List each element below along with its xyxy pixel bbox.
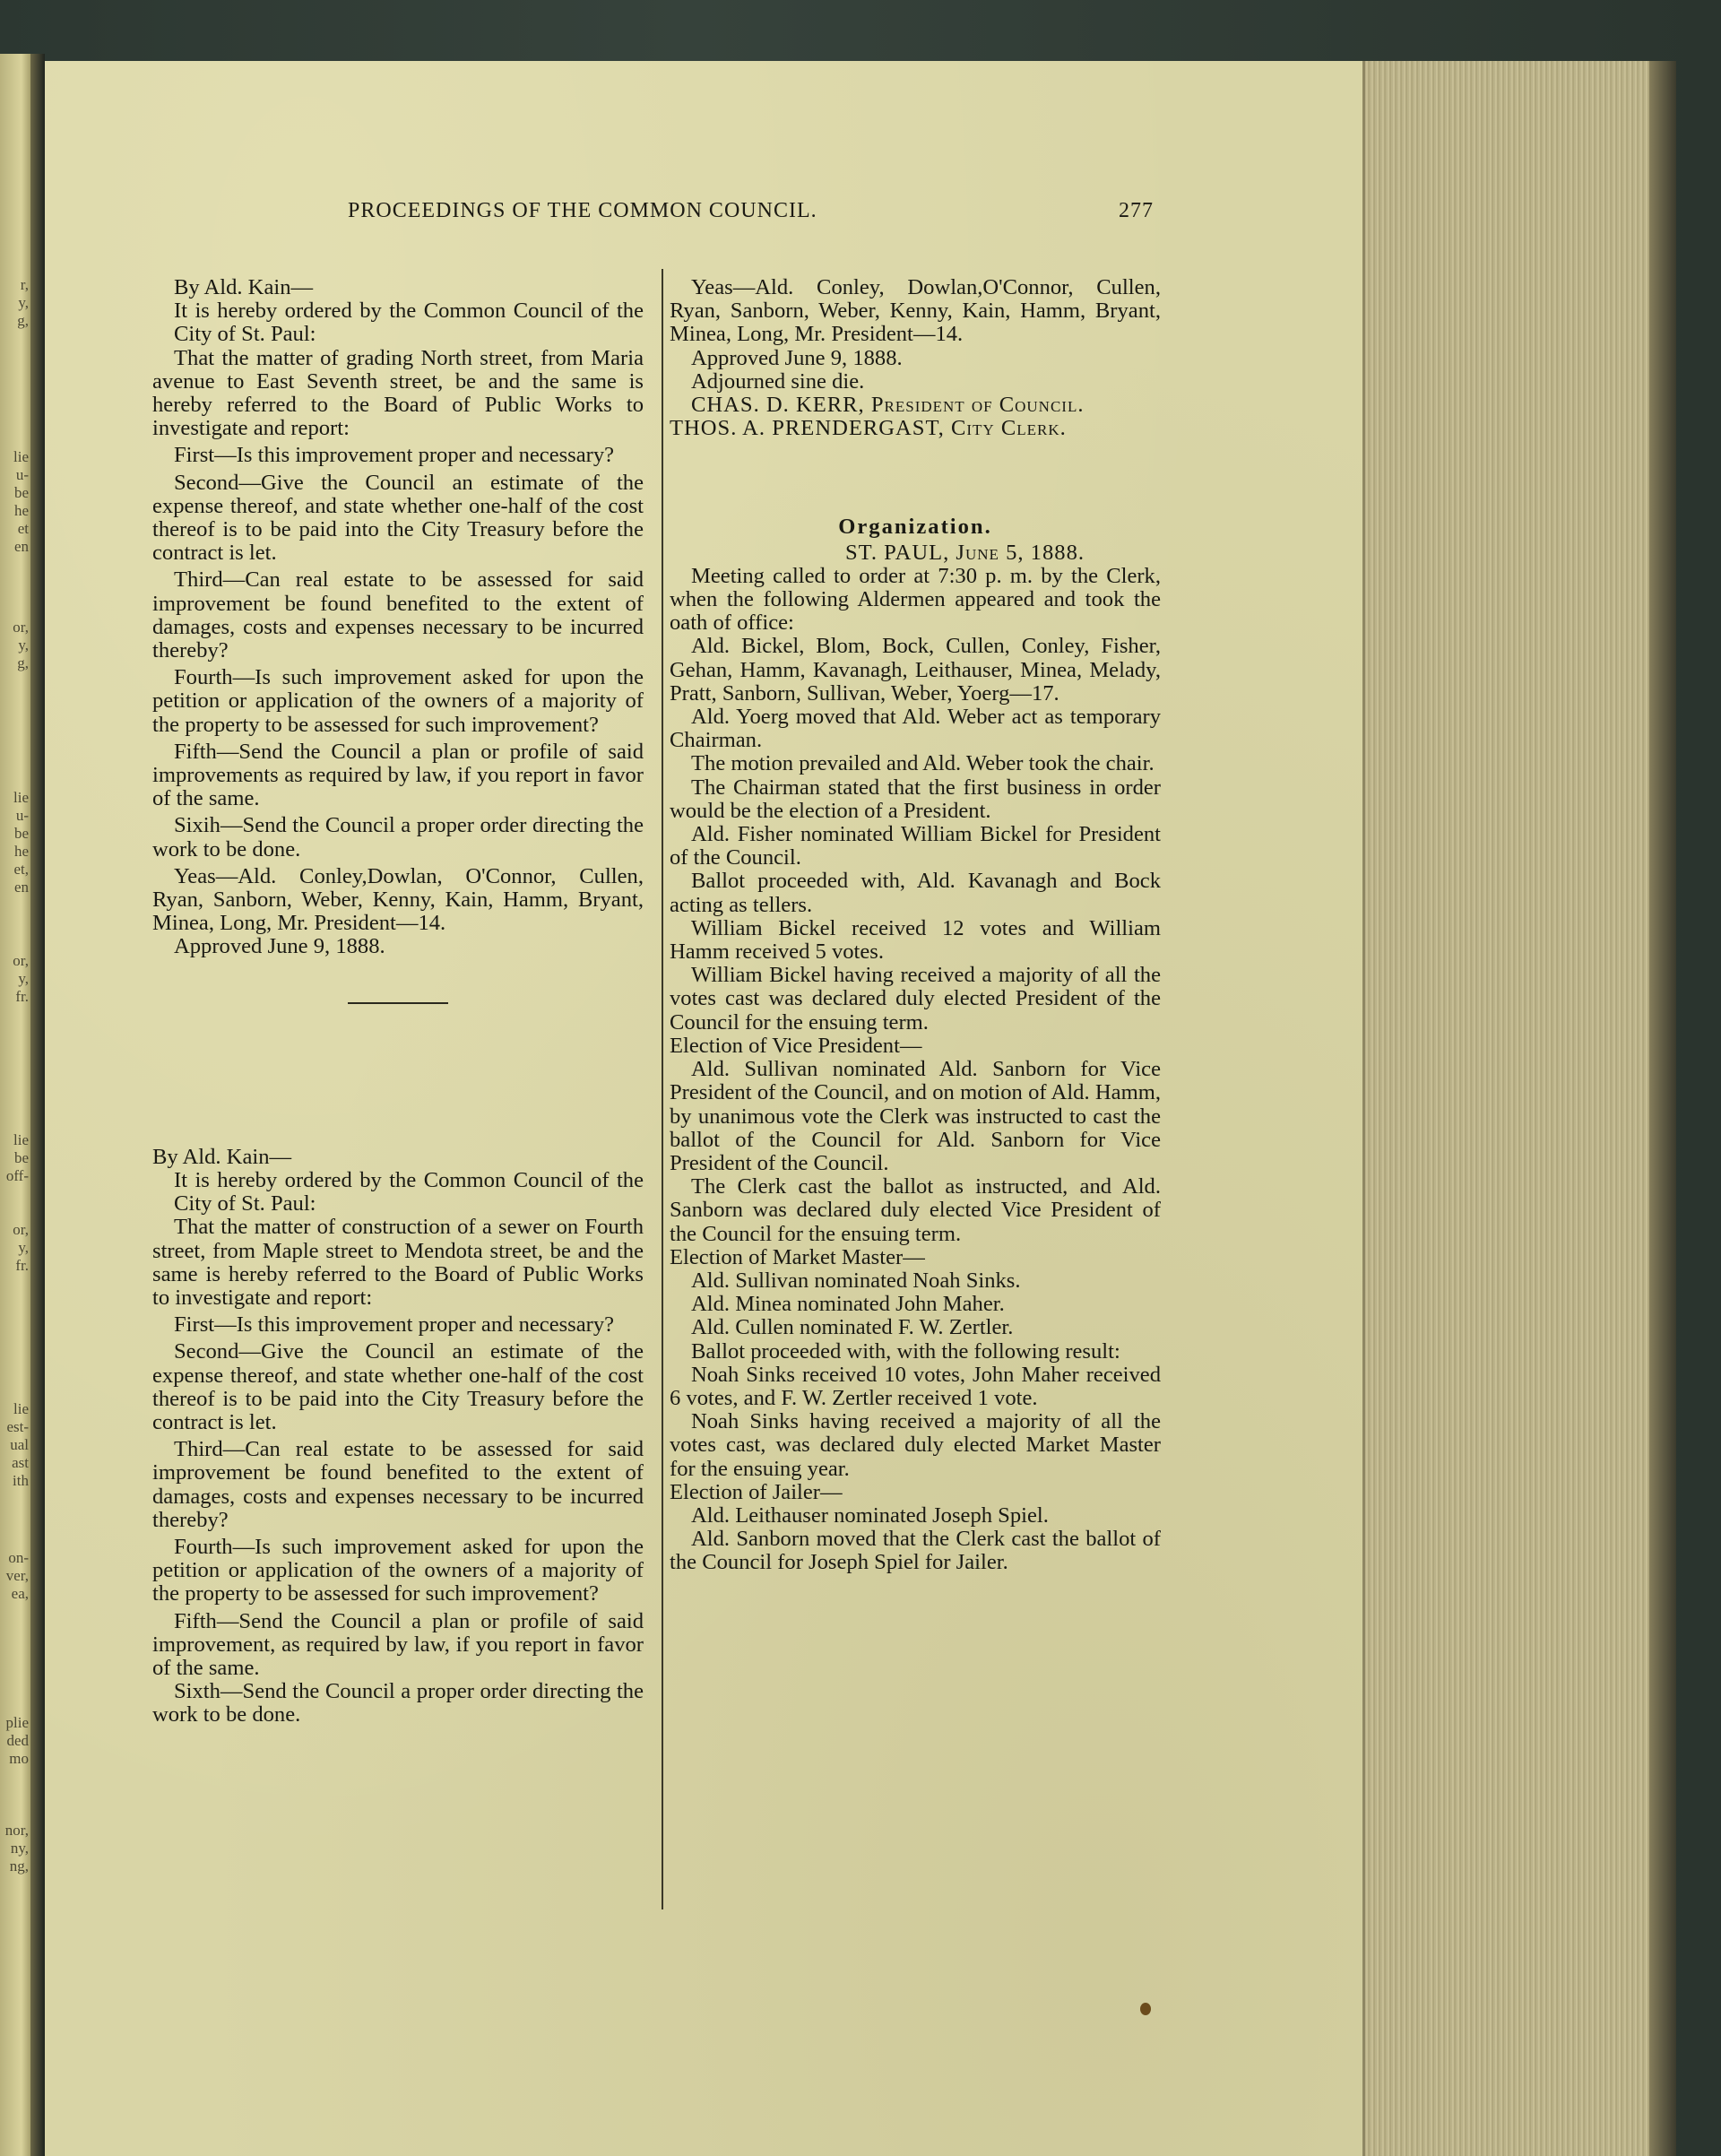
dateline: ST. PAUL, June 5, 1888. [845, 540, 1085, 565]
paragraph: Fifth—Send the Council a plan or profile of said improvement, as required by law, if you report in favor of the same. [152, 1608, 644, 1680]
paragraph: Approved June 9, 1888. [691, 345, 903, 370]
paragraph: Yeas—Ald. Conley, Dowlan,O'Connor, Cullen, Ryan, Sanborn, Weber, Kenny, Kain, Hamm, Bryant, Minea, Long, Mr. President—14. [670, 275, 1161, 347]
column-divider [662, 269, 663, 1909]
paragraph: Sixih—Send the Council a proper order directing the work to be done. [152, 813, 644, 862]
ink-spot [1140, 2003, 1151, 2015]
paragraph: It is hereby ordered by the Common Council of the City of St. Paul: [174, 299, 644, 347]
paragraph: Election of Vice President— [670, 1033, 922, 1058]
paragraph: That the matter of construction of a sewer on Fourth street, from Maple street to Mendota street, be and the same is hereby referred to the Board of Public Works to investigate and report: [152, 1215, 644, 1310]
paragraph: Noah Sinks having received a majority of all the votes cast, was declared duly elected Market Master for the ensuing year. [670, 1409, 1161, 1481]
paragraph: Ballot proceeded with, with the following result: [691, 1338, 1120, 1364]
paragraph: William Bickel received 12 votes and William Hamm received 5 votes. [670, 915, 1161, 965]
paragraph: First—Is this improvement proper and necessary? [174, 1312, 615, 1338]
prev-page-fragment: or, y, g, [13, 619, 29, 671]
paragraph: By Ald. Kain— [152, 1144, 292, 1169]
paragraph: Fifth—Send the Council a plan or profile of said improvements as required by law, if you report in favor of the same. [152, 739, 644, 811]
paragraph: Ald. Fisher nominated William Bickel for President of the Council. [670, 822, 1161, 870]
prev-page-fragment: lie u- be he et, en [13, 789, 29, 896]
prev-page-fragment: plie ded mo [5, 1714, 29, 1767]
paragraph: Ald. Leithauser nominated Joseph Spiel. [691, 1502, 1049, 1528]
paragraph: Ald. Yoerg moved that Ald. Weber act as temporary Chairman. [670, 705, 1161, 753]
prev-page-fragment: r, y, g, [17, 276, 29, 329]
paragraph: Third—Can real estate to be assessed for said improvement be found benefited to the extent of damages, costs and expenses necessary to be incurred thereby? [152, 567, 644, 663]
paragraph: Adjourned sine die. [691, 368, 865, 394]
paragraph: Fourth—Is such improvement asked for upon the petition or application of the owners of a majority of the property to be assessed for such improvement? [152, 1534, 644, 1606]
page-title: PROCEEDINGS OF THE COMMON COUNCIL. [348, 199, 817, 222]
paragraph: The Clerk cast the ballot as instructed, and Ald. Sanborn was declared duly elected Vice President of the Council for the ensuing term. [670, 1174, 1161, 1246]
paragraph: Ald. Sullivan nominated Ald. Sanborn for Vice President of the Council, and on motion of Ald. Hamm, by unanimous vote the Clerk was instructed to cast the ballot of the Council for Ald. Sanborn for Vice President of the Council. [670, 1057, 1161, 1175]
prev-page-fragment: lie u- be he et en [13, 448, 29, 555]
prev-page-fragment: or, y, fr. [13, 1221, 29, 1274]
prev-page-fragment: lie est- ual ast ith [6, 1400, 29, 1489]
paragraph: Sixth—Send the Council a proper order directing the work to be done. [152, 1679, 644, 1727]
paragraph: Meeting called to order at 7:30 p. m. by the Clerk, when the following Aldermen appeared and took the oath of office: [670, 563, 1161, 636]
paragraph: By Ald. Kain— [174, 275, 314, 299]
paragraph: Fourth—Is such improvement asked for upon the petition or application of the owners of a majority of the property to be assessed for such improvement? [152, 665, 644, 737]
paragraph: First—Is this improvement proper and necessary? [174, 443, 615, 468]
paragraph: Noah Sinks received 10 votes, John Maher received 6 votes, and F. W. Zertler received 1 vote. [670, 1362, 1161, 1410]
page-number: 277 [1119, 199, 1154, 222]
paragraph: Ballot proceeded with, Ald. Kavanagh and Bock acting as tellers. [670, 869, 1161, 917]
paragraph: THOS. A. PRENDERGAST, City Clerk. [670, 416, 1067, 441]
prev-page-fragment: nor, ny, ng, [4, 1822, 29, 1875]
paragraph: Second—Give the Council an estimate of the expense thereof, and state whether one-half of the cost thereof is to be paid into the City Treasury before the contract is let. [152, 470, 644, 566]
paragraph: The Chairman stated that the first business in order would be the election of a President. [670, 775, 1161, 823]
paragraph: Yeas—Ald. Conley,Dowlan, O'Connor, Cullen, Ryan, Sanborn, Weber, Kenny, Kain, Hamm, Bryant, Minea, Long, Mr. President—14. [152, 863, 644, 936]
paragraph: That the matter of grading North street, from Maria avenue to East Seventh street, be and the same is hereby referred to the Board of Public Works to investigate and report: [152, 345, 644, 441]
paragraph: Second—Give the Council an estimate of the expense thereof, and state whether one-half of the cost thereof is to be paid into the City Treasury before the contract is let. [152, 1339, 644, 1434]
prev-page-fragment: or, y, fr. [13, 952, 29, 1005]
section-heading: Organization. [838, 515, 992, 540]
paragraph: Third—Can real estate to be assessed for said improvement be found benefited to the extent of damages, costs and expenses necessary to be incurred thereby? [152, 1437, 644, 1532]
paragraph: Ald. Sullivan nominated Noah Sinks. [691, 1268, 1021, 1293]
paragraph: Approved June 9, 1888. [174, 934, 385, 959]
paragraph: The motion prevailed and Ald. Weber took the chair. [691, 751, 1155, 776]
paragraph: Election of Market Master— [670, 1244, 925, 1269]
running-head [348, 199, 1155, 223]
paragraph: Ald. Bickel, Blom, Bock, Cullen, Conley, Fisher, Gehan, Hamm, Kavanagh, Leithauser, Minea, Melady, Pratt, Sanborn, Sullivan, Weber, Yoerg—17. [670, 634, 1161, 706]
right-column [670, 276, 1161, 1575]
paragraph: It is hereby ordered by the Common Council of the City of St. Paul: [174, 1167, 644, 1217]
prev-page-fragment: on- ver, ea, [5, 1549, 29, 1602]
page-block-shadow [1649, 61, 1676, 2156]
prev-page-fragment: lie be off- [5, 1131, 29, 1184]
paragraph: CHAS. D. KERR, President of Council. [691, 393, 1085, 418]
paragraph: Ald. Minea nominated John Maher. [691, 1292, 1005, 1317]
page-block-edges [1362, 61, 1652, 2156]
paragraph: Ald. Cullen nominated F. W. Zertler. [691, 1315, 1014, 1340]
left-column [152, 276, 644, 1727]
book-gutter [30, 54, 45, 2156]
section-gap [670, 440, 1161, 515]
paragraph: Election of Jailer— [670, 1479, 843, 1504]
paragraph: William Bickel having received a majority of all the votes cast was declared duly elected President of the Council for the ensuing term. [670, 963, 1161, 1035]
section-gap [152, 1047, 644, 1146]
paragraph: Ald. Sanborn moved that the Clerk cast the ballot of the Council for Joseph Spiel for Jailer. [670, 1527, 1161, 1575]
section-rule [348, 1002, 448, 1004]
